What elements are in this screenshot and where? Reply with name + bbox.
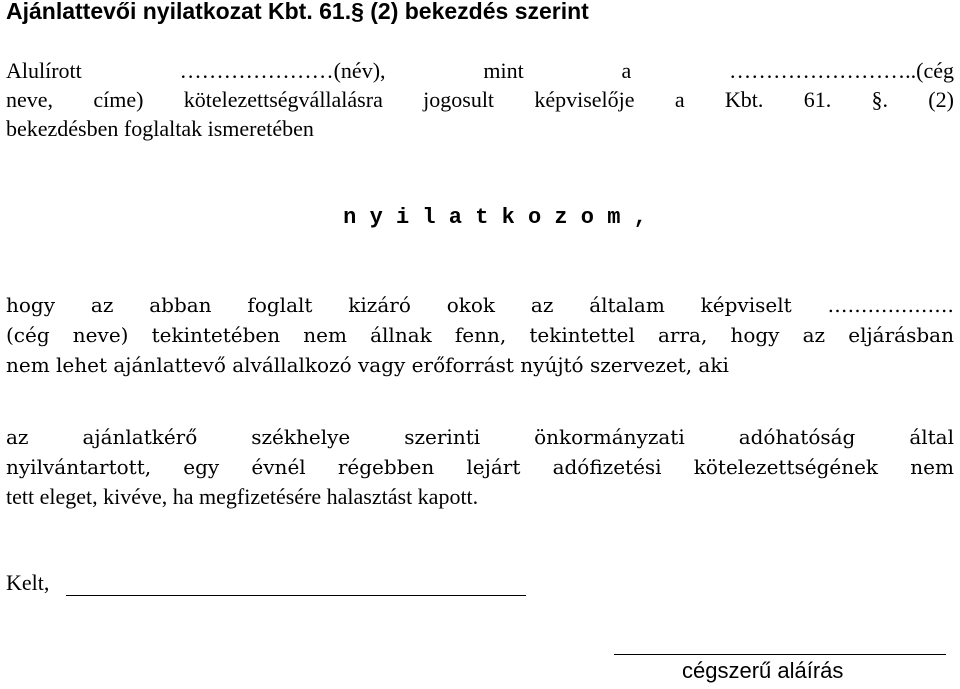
exclusion-line-1: hogy az abban foglalt kizáró okok az általam képviselt ………………. [6, 293, 954, 317]
intro-line-2: neve, címe) kötelezettségvállalásra jogosult képviselője a Kbt. 61. §. (2) [6, 87, 954, 112]
place-date-label: Kelt, [6, 570, 50, 595]
signature-line [614, 654, 946, 655]
signature-label: cégszerű aláírás [682, 658, 844, 683]
declaration-heading: n y i l a t k o z o m , [343, 205, 647, 230]
tax-line-1: az ajánlatkérő székhelye szerinti önkormányzati adóhatóság által [6, 425, 954, 449]
exclusion-line-3: nem lehet ajánlattevő alvállalkozó vagy erőforrást nyújtó szervezet, aki [6, 353, 729, 377]
intro-line-3: bekezdésben foglaltak ismeretében [6, 116, 314, 141]
intro-paragraph [6, 56, 954, 143]
place-date-line [66, 595, 526, 596]
tax-line-2: nyilvántartott, egy évnél régebben lejárt adófizetési kötelezettségének nem [6, 455, 954, 479]
exclusion-paragraph [6, 290, 954, 380]
intro-line-1: Alulírott …………………(név), mint a ……………………..(cég [6, 58, 954, 83]
document-title: Ajánlattevői nyilatkozat Kbt. 61.§ (2) bekezdés szerint [6, 0, 589, 24]
exclusion-line-2: (cég neve) tekintetében nem állnak fenn, tekintettel arra, hogy az eljárásban [6, 323, 954, 347]
tax-paragraph [6, 422, 954, 512]
tax-line-3: tett eleget, kivéve, ha megfizetésére halasztást kapott. [6, 484, 479, 509]
